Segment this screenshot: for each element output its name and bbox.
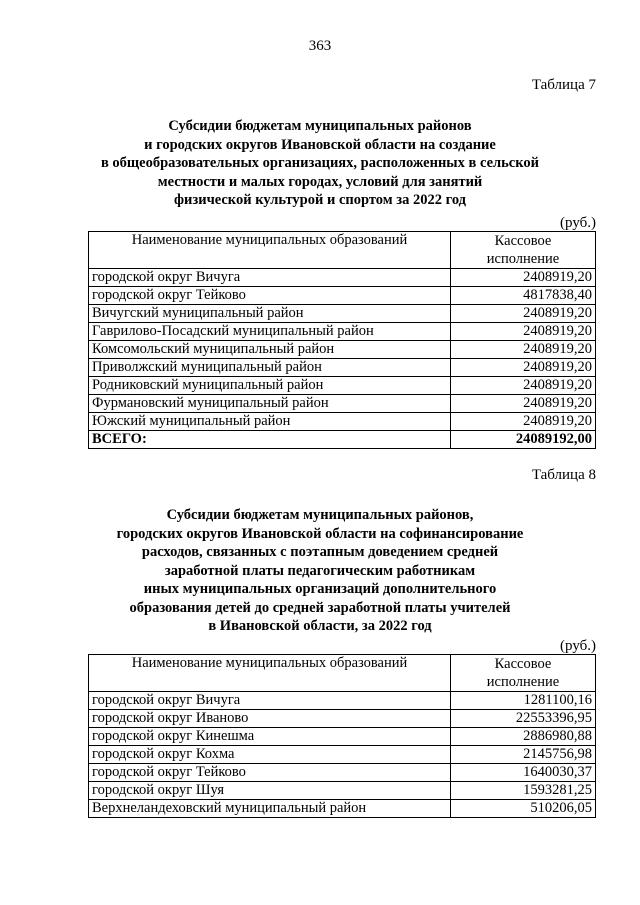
row-amount: 1593281,25 xyxy=(451,782,596,800)
table7-label: Таблица 7 xyxy=(531,77,596,93)
row-name: Южский муниципальный район xyxy=(89,413,451,431)
row-amount: 2408919,20 xyxy=(451,323,596,341)
table-row xyxy=(89,800,596,818)
table8-title-line: Субсидии бюджетам муниципальных районов, xyxy=(166,507,474,523)
row-name: городской округ Вичуга xyxy=(89,269,451,287)
table8-header-row xyxy=(89,655,596,692)
table8-header-amount xyxy=(451,655,596,692)
table7-header-name: Наименование муниципальных образований xyxy=(89,232,451,269)
table7-header-amount-line1: Кассовое xyxy=(494,233,552,249)
table-row xyxy=(89,359,596,377)
table8-header-amount-line1: Кассовое xyxy=(494,656,552,672)
row-amount: 2408919,20 xyxy=(451,269,596,287)
row-name: Гаврилово-Посадский муниципальный район xyxy=(89,323,451,341)
row-amount: 2408919,20 xyxy=(451,305,596,323)
table-row xyxy=(89,323,596,341)
table7-header-amount xyxy=(451,232,596,269)
table7-title-line: и городских округов Ивановской области на создание xyxy=(144,136,496,153)
table-row xyxy=(89,728,596,746)
row-name: Родниковский муниципальный район xyxy=(89,377,451,395)
table-row xyxy=(89,413,596,431)
row-name: Фурмановский муниципальный район xyxy=(89,395,451,413)
row-amount: 2408919,20 xyxy=(451,377,596,395)
row-name: Комсомольский муниципальный район xyxy=(89,341,451,359)
table-row xyxy=(89,377,596,395)
row-amount: 1281100,16 xyxy=(451,692,596,710)
table8-title-line: в Ивановской области, за 2022 год xyxy=(208,618,432,634)
row-amount: 2408919,20 xyxy=(451,413,596,431)
table8-header-name: Наименование муниципальных образований xyxy=(89,655,451,692)
row-amount: 4817838,40 xyxy=(451,287,596,305)
page-number: 363 xyxy=(308,38,332,54)
row-name: городской округ Кинешма xyxy=(89,728,451,746)
row-name: городской округ Иваново xyxy=(89,710,451,728)
table-row xyxy=(89,395,596,413)
table8-title-line: городских округов Ивановской области на софинансирование xyxy=(116,525,524,542)
table7 xyxy=(88,231,596,449)
table8-unit: (руб.) xyxy=(560,638,596,654)
table7-unit: (руб.) xyxy=(560,215,596,231)
table-row xyxy=(89,746,596,764)
table7-title-line: в общеобразовательных организациях, расположенных в сельской xyxy=(100,155,540,171)
table8-label: Таблица 8 xyxy=(531,467,596,483)
row-name: городской округ Тейково xyxy=(89,287,451,305)
row-amount: 2886980,88 xyxy=(451,728,596,746)
table-row xyxy=(89,269,596,287)
row-name: Приволжский муниципальный район xyxy=(89,359,451,377)
table7-title xyxy=(60,117,580,210)
row-amount: 22553396,95 xyxy=(451,710,596,728)
table7-total-row xyxy=(89,431,596,449)
table7-title-line: местности и малых городах, условий для занятий xyxy=(157,173,483,190)
table-row xyxy=(89,287,596,305)
table7-header-row xyxy=(89,232,596,269)
total-label: ВСЕГО: xyxy=(89,431,451,449)
row-amount: 2408919,20 xyxy=(451,395,596,413)
table-row xyxy=(89,341,596,359)
table7-header-amount-line2: исполнение xyxy=(486,251,560,267)
table8-title-line: образования детей до средней заработной платы учителей xyxy=(129,599,511,616)
table7-title-line: физической культурой и спортом за 2022 год xyxy=(174,192,466,208)
row-name: городской округ Тейково xyxy=(89,764,451,782)
table8 xyxy=(88,654,596,818)
table8-title-line: иных муниципальных организаций дополнительного xyxy=(143,581,497,597)
table8-title-line: заработной платы педагогическим работникам xyxy=(164,562,476,579)
row-name: городской округ Кохма xyxy=(89,746,451,764)
table-row xyxy=(89,764,596,782)
row-amount: 1640030,37 xyxy=(451,764,596,782)
row-name: Верхнеландеховский муниципальный район xyxy=(89,800,451,818)
row-name: Вичугский муниципальный район xyxy=(89,305,451,323)
table-row xyxy=(89,710,596,728)
row-name: городской округ Вичуга xyxy=(89,692,451,710)
table8-title xyxy=(60,506,580,636)
row-amount: 2145756,98 xyxy=(451,746,596,764)
table8-header-amount-line2: исполнение xyxy=(486,674,560,690)
row-name: городской округ Шуя xyxy=(89,782,451,800)
row-amount: 2408919,20 xyxy=(451,359,596,377)
row-amount: 510206,05 xyxy=(451,800,596,818)
row-amount: 2408919,20 xyxy=(451,341,596,359)
table7-title-line: Субсидии бюджетам муниципальных районов xyxy=(168,118,472,134)
total-amount: 24089192,00 xyxy=(451,431,596,449)
table8-title-line: расходов, связанных с поэтапным доведением средней xyxy=(141,544,499,560)
table-row xyxy=(89,782,596,800)
table-row xyxy=(89,305,596,323)
table-row xyxy=(89,692,596,710)
